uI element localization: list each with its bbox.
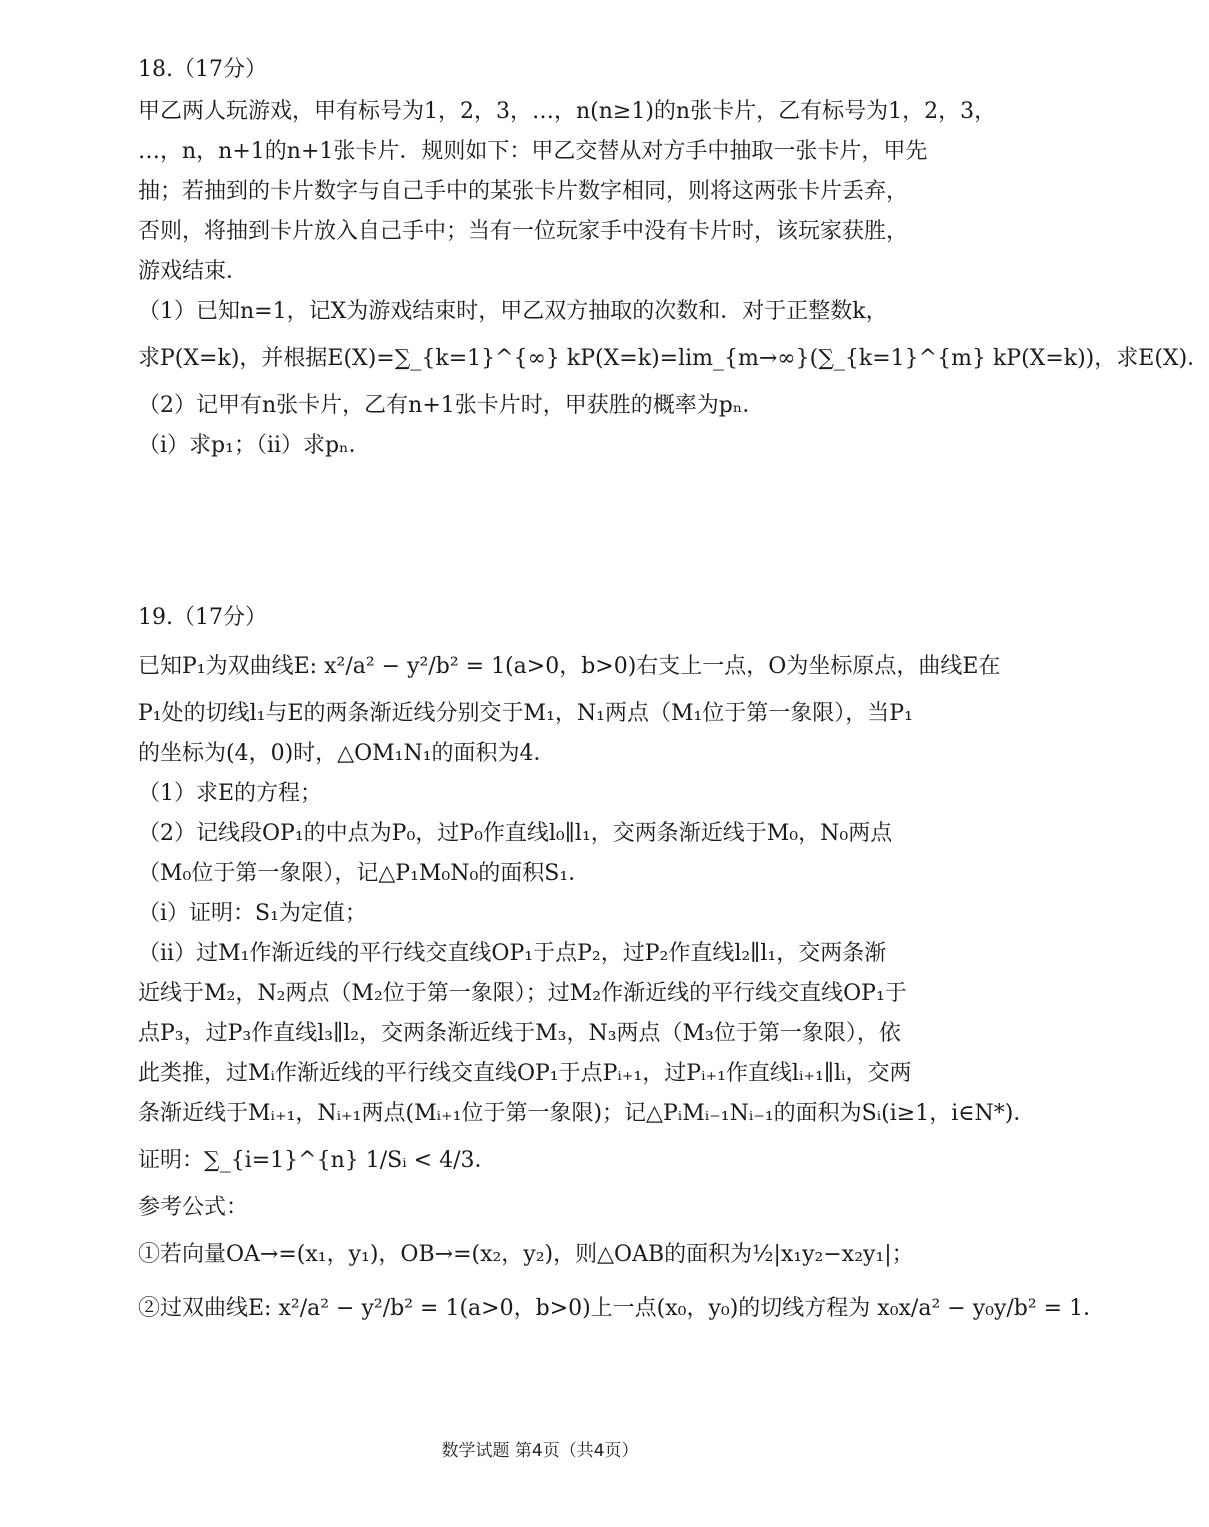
question-18-line: （2）记甲有n张卡片，乙有n+1张卡片时，甲获胜的概率为pₙ． bbox=[138, 393, 765, 418]
question-19-line: 此类推，过Mᵢ作渐近线的平行线交直线OP₁于点Pᵢ₊₁，过Pᵢ₊₁作直线lᵢ₊₁∥lᵢ，交两 bbox=[138, 1061, 912, 1086]
question-19-line: 点P₃，过P₃作直线l₃∥l₂，交两条渐近线于M₃，N₃两点（M₃位于第一象限），依 bbox=[138, 1021, 901, 1046]
question-19-line: （M₀位于第一象限），记△P₁M₀N₀的面积S₁． bbox=[138, 861, 591, 886]
question-18-line: 否则，将抽到卡片放入自己手中；当有一位玩家手中没有卡片时，该玩家获胜， bbox=[138, 219, 909, 244]
question-18-line: 抽；若抽到的卡片数字与自己手中的某张卡片数字相同，则将这两张卡片丢弃， bbox=[138, 179, 909, 204]
question-18-header: 18.（17分） bbox=[138, 57, 267, 82]
question-19 bbox=[138, 598, 1106, 1336]
question-19-line: （1）求E的方程； bbox=[138, 781, 323, 806]
question-19-header: 19.（17分） bbox=[138, 605, 267, 630]
question-18 bbox=[138, 50, 1209, 466]
question-19-line: 已知P₁为双曲线E: x²/a² − y²/b² = 1(a>0，b>0)右支上一点，O为坐标原点，曲线E在 bbox=[138, 654, 1001, 679]
question-19-line: 证明：∑_{i=1}^{n} 1/Sᵢ < 4/3． bbox=[138, 1148, 497, 1173]
question-18-line: …，n，n+1的n+1张卡片．规则如下：甲乙交替从对方手中抽取一张卡片，甲先 bbox=[138, 139, 928, 164]
question-19-line: P₁处的切线l₁与E的两条渐近线分别交于M₁，N₁两点（M₁位于第一象限），当P₁ bbox=[138, 701, 913, 726]
question-19-line: 的坐标为(4，0)时，△OM₁N₁的面积为4． bbox=[138, 741, 556, 766]
question-19-line: （ii）过M₁作渐近线的平行线交直线OP₁于点P₂，过P₂作直线l₂∥l₁，交两条渐 bbox=[138, 941, 887, 966]
question-18-line: （i）求p₁；（ii）求pₙ． bbox=[138, 433, 371, 458]
question-19-line: ①若向量OA→=(x₁，y₁)，OB→=(x₂，y₂)，则△OAB的面积为½|x₁y₂−x₂y₁|； bbox=[138, 1242, 914, 1267]
question-19-line: 条渐近线于Mᵢ₊₁，Nᵢ₊₁两点(Mᵢ₊₁位于第一象限)；记△PᵢMᵢ₋₁Nᵢ₋₁的面积为Sᵢ(i≥1，i∈N*)． bbox=[138, 1101, 1036, 1126]
question-18-line: 游戏结束． bbox=[138, 259, 249, 284]
question-19-line: （i）证明：S₁为定值； bbox=[138, 901, 367, 926]
question-19-line: ②过双曲线E: x²/a² − y²/b² = 1(a>0，b>0)上一点(x₀，y₀)的切线方程为 x₀x/a² − y₀y/b² = 1． bbox=[138, 1296, 1106, 1321]
question-19-line: 参考公式： bbox=[138, 1195, 249, 1220]
question-18-line: （1）已知n=1，记X为游戏结束时，甲乙双方抽取的次数和．对于正整数k， bbox=[138, 299, 888, 324]
question-18-line: 甲乙两人玩游戏，甲有标号为1，2，3，…，n(n≥1)的n张卡片，乙有标号为1，2，3， bbox=[138, 99, 997, 124]
question-19-line: 近线于M₂，N₂两点（M₂位于第一象限）；过M₂作渐近线的平行线交直线OP₁于 bbox=[138, 981, 907, 1006]
question-19-line: （2）记线段OP₁的中点为P₀，过P₀作直线l₀∥l₁，交两条渐近线于M₀，N₀两点 bbox=[138, 821, 893, 846]
question-18-line: 求P(X=k)，并根据E(X)=∑_{k=1}^{∞} kP(X=k)=lim_{m→∞}(∑_{k=1}^{m} kP(X=k))，求E(X)． bbox=[138, 346, 1209, 371]
page-footer: 数学试题 第4页（共4页） bbox=[441, 1441, 639, 1461]
